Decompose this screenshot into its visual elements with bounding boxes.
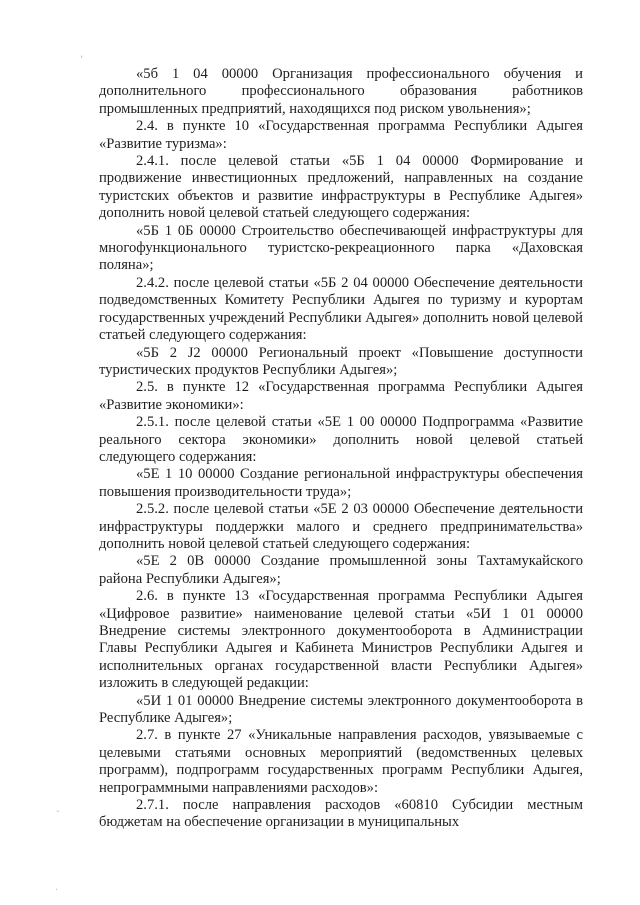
paragraph-2-5-2: 2.5.2. после целевой статьи «5Е 2 03 00000 Обеспечение деятельности инфраструктуры поддержки малого и среднего предпринимательства» дополнить новой целевой статьей следующего содержания:	[99, 501, 583, 552]
paragraph-2-4-2: 2.4.2. после целевой статьи «5Б 2 04 00000 Обеспечение деятельности подведомственных Комитету Республики Адыгея по туризму и курортам государственных учреждений Республики Адыгея» дополнить новой целевой статьей следующего содержания:	[99, 274, 583, 344]
paragraph-5i-1-01: «5И 1 01 00000 Внедрение системы электронного документооборота в Республике Адыгея»;	[99, 692, 583, 727]
paragraph-2-7-1: 2.7.1. после направления расходов «60810 Субсидии местным бюджетам на обеспечение организации в муниципальных	[99, 797, 583, 831]
paragraph-2-4: 2.4. в пункте 10 «Государственная программа Республики Адыгея «Развитие туризма»:	[99, 118, 583, 152]
paragraph-2-6: 2.6. в пункте 13 «Государственная программа Республики Адыгея «Цифровое развитие» наименование целевой статьи «5И 1 01 00000 Внедрение системы электронного документооборота в Администрации Главы Республики Адыгея и Кабинета Министров Республики Адыгея и исполнительных органах государственной власти Республики Адыгея» изложить в следующей редакции:	[99, 588, 583, 692]
paragraph-2-5: 2.5. в пункте 12 «Государственная программа Республики Адыгея «Развитие экономики»:	[99, 379, 583, 413]
paragraph-5e-1-10: «5Е 1 10 00000 Создание региональной инфраструктуры обеспечения повышения производительности труда»;	[99, 466, 583, 500]
paragraph-5b-1-0b: «5Б 1 0Б 00000 Строительство обеспечивающей инфраструктуры для многофункционального туристско-рекреационного парка «Даховская поляна»;	[99, 222, 583, 274]
document-body	[99, 66, 583, 832]
paragraph-2-7: 2.7. в пункте 27 «Уникальные направления расходов, увязываемые с целевыми статьями основных мероприятий (ведомственных целевых программ), подпрограмм государственных программ Республики Адыгея, непрограммными направлениями расходов»:	[99, 727, 583, 796]
paragraph-5e-2-0v: «5Е 2 0В 00000 Создание промышленной зоны Тахтамукайского района Республики Адыгея»;	[99, 553, 583, 587]
paragraph-5b-1-04: «5б 1 04 00000 Организация профессионального обучения и дополнительного профессионального образования работников промышленных предприятий, находящихся под риском увольнения»;	[99, 66, 583, 117]
paragraph-5b-2-j2: «5Б 2 J2 00000 Региональный проект «Повышение доступности туристических продуктов Республики Адыгея»;	[99, 344, 583, 378]
scan-speck: ,	[80, 49, 84, 60]
scan-speck: -	[56, 806, 60, 817]
paragraph-2-4-1: 2.4.1. после целевой статьи «5Б 1 04 00000 Формирование и продвижение инвестиционных предложений, направленных на создание туристских объектов и развитие инфраструктуры в Республике Адыгея» дополнить новой целевой статьей следующего содержания:	[99, 153, 583, 222]
paragraph-2-5-1: 2.5.1. после целевой статьи «5Е 1 00 00000 Подпрограмма «Развитие реального сектора экономики» дополнить новой целевой статьей следующего содержания:	[99, 414, 583, 465]
scan-speck: .	[55, 882, 59, 893]
